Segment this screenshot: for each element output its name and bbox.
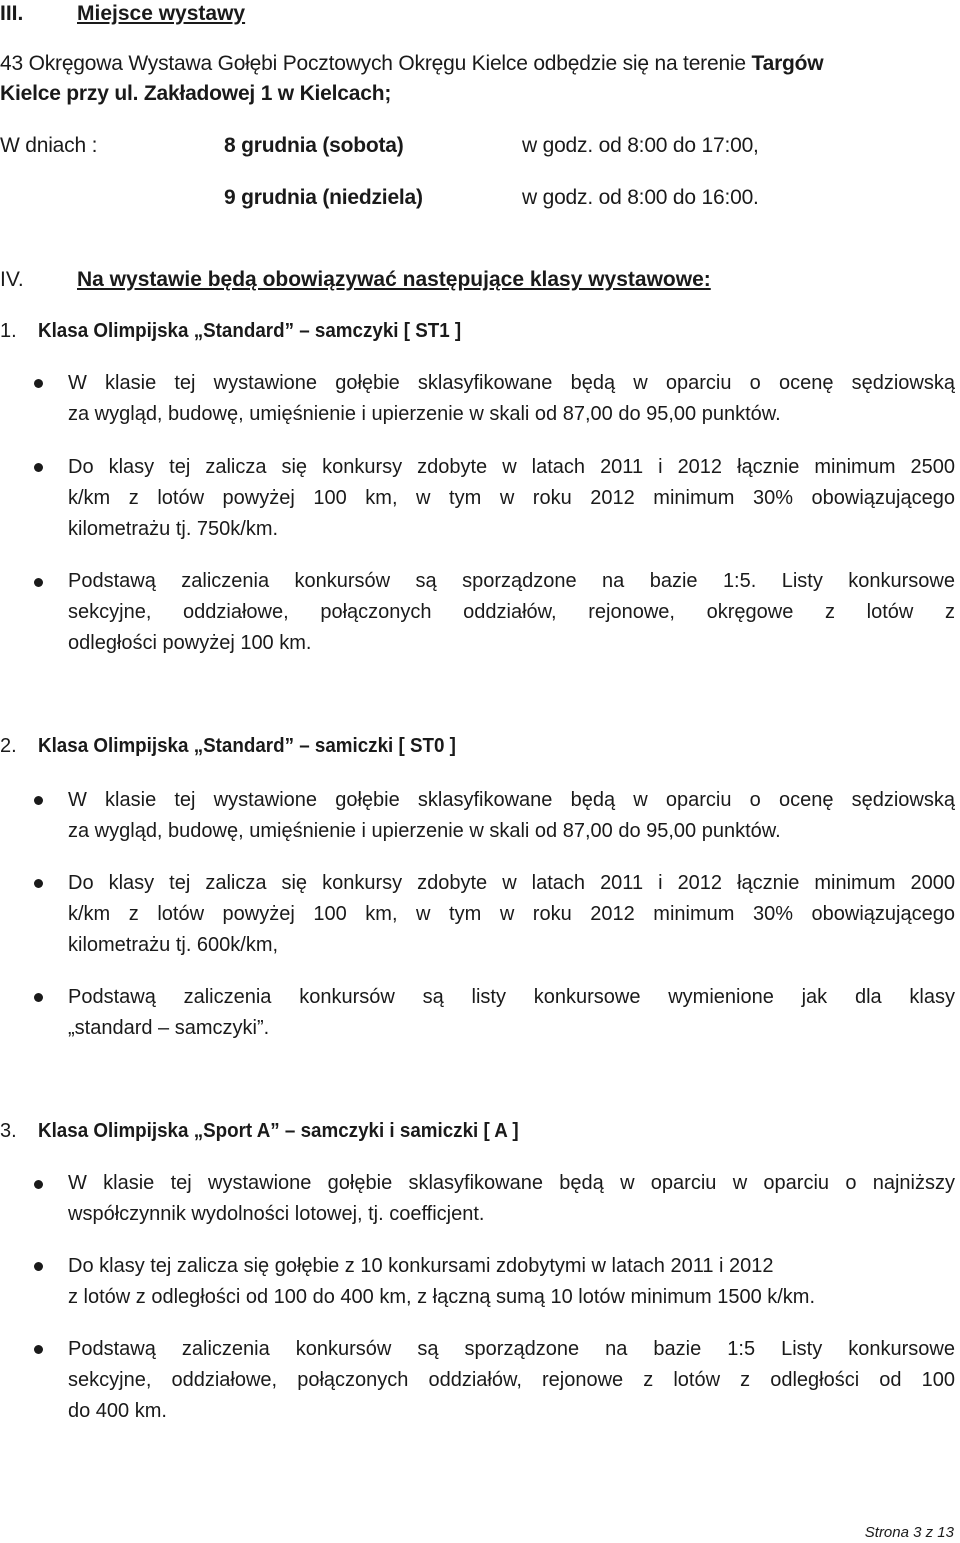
class-3-title: Klasa Olimpijska „Sport A” – samczyki i samiczki [ A ] [38,1120,519,1142]
intro-line-1 [0,52,955,76]
line: W klasie tej wystawione gołębie sklasyfikowane będą w oparciu w oparciu o najniższy [68,1172,955,1194]
class-2-bullet-2 [68,868,955,961]
line: kilometrażu tj. 600k/km, [68,934,279,956]
intro-venue: Targów [751,52,824,75]
line: Podstawą zaliczenia konkursów są sporządzone na bazie 1:5. Listy konkursowe [68,570,955,592]
line: z lotów z odległości od 100 do 400 km, z łączną sumą 10 lotów minimum 1500 k/km. [68,1286,816,1308]
line: Do klasy tej zalicza się konkursy zdobyte w latach 2011 i 2012 łącznie minimum 2000 [68,872,955,894]
class-3-bullet-2 [68,1251,955,1313]
line: do 400 km. [68,1400,167,1422]
intro-text: 43 Okręgowa Wystawa Gołębi Pocztowych Okręgu Kielce odbędzie się na terenie [0,52,752,75]
bullet [34,1180,43,1189]
line: W klasie tej wystawione gołębie sklasyfikowane będą w oparciu o ocenę sędziowską [68,789,955,811]
bullet [34,1345,43,1354]
bullet [34,463,43,472]
class-3-number: 3. [0,1120,17,1142]
section-number-iii: III. [0,2,24,25]
line: k/km z lotów powyżej 100 km, w tym w roku 2012 minimum 30% obowiązującego [68,903,955,925]
line: Do klasy tej zalicza się gołębie z 10 konkursami zdobytymi w latach 2011 i 2012 [68,1255,774,1277]
line: odległości powyżej 100 km. [68,632,312,654]
class-2-bullet-1 [68,785,955,847]
section-title-miejsce-wystawy: Miejsce wystawy [77,2,246,25]
page-number: Strona 3 z 13 [864,1524,954,1541]
line: współczynnik wydolności lotowej, tj. coefficjent. [68,1203,485,1225]
line: k/km z lotów powyżej 100 km, w tym w roku 2012 minimum 30% obowiązującego [68,487,955,509]
class-2-bullet-3 [68,982,955,1044]
class-1-title: Klasa Olimpijska „Standard” – samczyki [ ST1 ] [38,320,462,342]
class-1-bullet-3 [68,566,955,659]
line: za wygląd, budowę, umięśnienie i upierzenie w skali od 87,00 do 95,00 punktów. [68,403,781,425]
line: Podstawą zaliczenia konkursów są sporządzone na bazie 1:5 Listy konkursowe [68,1338,955,1360]
line: sekcyjne, oddziałowe, połączonych oddziałów, rejonowe, okręgowe z lotów z [68,601,955,623]
bullet [34,578,43,587]
line: W klasie tej wystawione gołębie sklasyfikowane będą w oparciu o ocenę sędziowską [68,372,955,394]
class-1-number: 1. [0,320,17,342]
date-1: 8 grudnia (sobota) [224,134,404,157]
dates-label: W dniach : [0,134,98,157]
bullet [34,993,43,1002]
section-number-iv: IV. [0,268,24,291]
line: „standard – samczyki”. [68,1017,270,1039]
hours-1: w godz. od 8:00 do 17:00, [522,134,759,157]
line: kilometrażu tj. 750k/km. [68,518,279,540]
class-3-bullet-1 [68,1168,955,1230]
class-1-bullet-2 [68,452,955,545]
intro-line-2: Kielce przy ul. Zakładowej 1 w Kielcach; [0,82,392,105]
hours-2: w godz. od 8:00 do 16:00. [522,186,759,209]
class-1-bullet-1 [68,368,955,430]
line: Do klasy tej zalicza się konkursy zdobyte w latach 2011 i 2012 łącznie minimum 2500 [68,456,955,478]
line: za wygląd, budowę, umięśnienie i upierzenie w skali od 87,00 do 95,00 punktów. [68,820,781,842]
line: Podstawą zaliczenia konkursów są listy konkursowe wymienione jak dla klasy [68,986,955,1008]
bullet [34,796,43,805]
line: sekcyjne, oddziałowe, połączonych oddziałów, rejonowe z lotów z odległości od 100 [68,1369,955,1391]
bullet [34,879,43,888]
section-title-klasy: Na wystawie będą obowiązywać następujące klasy wystawowe: [77,268,711,291]
bullet [34,379,43,388]
bullet [34,1262,43,1271]
class-3-bullet-3 [68,1334,955,1427]
class-2-number: 2. [0,735,17,757]
class-2-title: Klasa Olimpijska „Standard” – samiczki [ ST0 ] [38,735,456,757]
date-2: 9 grudnia (niedziela) [224,186,423,209]
